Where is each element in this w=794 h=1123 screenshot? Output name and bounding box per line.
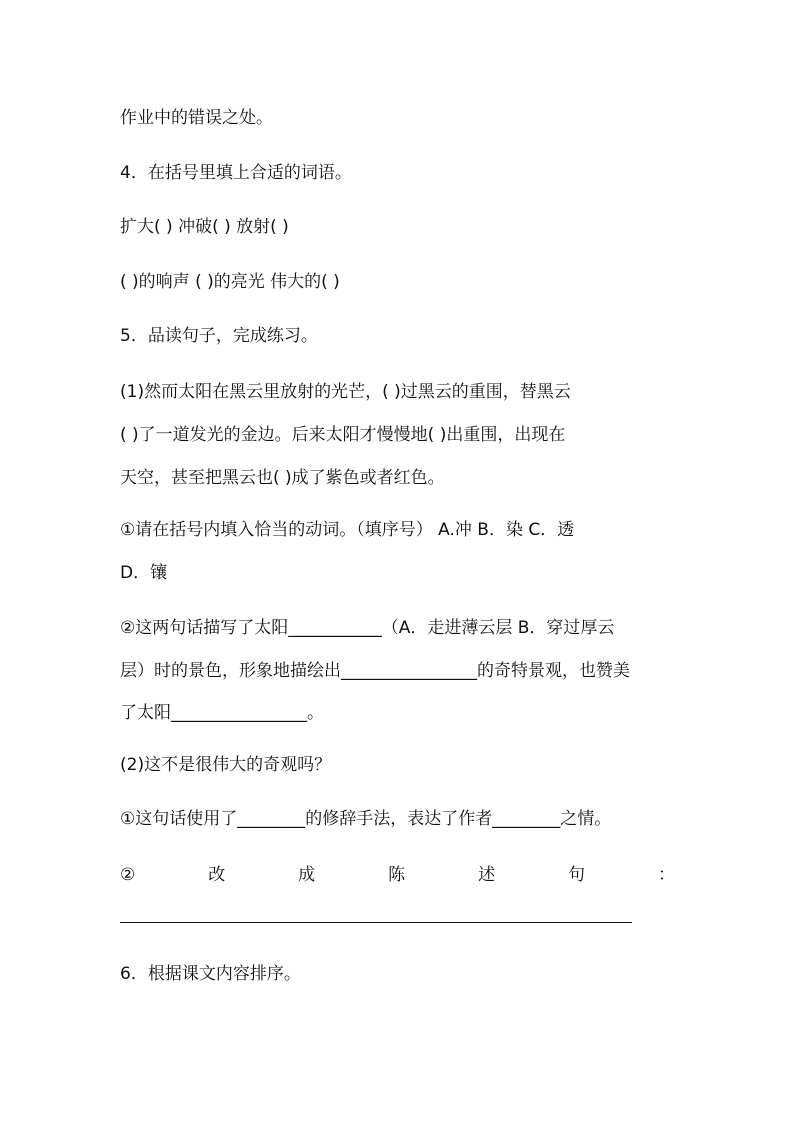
spread-char: 述 [478,865,496,885]
spread-char: 陈 [388,865,406,885]
rewrite-statement-line [120,863,675,887]
spread-char: 改 [208,865,226,885]
spread-char: 句 [568,865,586,885]
question-6-heading: 6．根据课文内容排序。 [120,964,301,984]
question-4-heading: 4．在括号里填上合适的词语。 [120,163,352,183]
question-5-heading: 5．品读句子，完成练习。 [120,326,318,346]
passage-line-3: 天空，甚至把黑云也( )成了紫色或者红色。 [120,468,445,488]
subquestion-2-line-2: 层）时的景色，形象地描绘出________________的奇特景观，也赞美 [120,661,630,681]
question-5-2-heading: (2)这不是很伟大的奇观吗？ [120,755,332,775]
answer-underline [120,922,632,923]
subquestion-2-line-1: ②这两句话描写了太阳___________（A．走进薄云层 B．穿过厚云 [120,618,615,638]
spread-char: ② [120,865,136,885]
passage-line-1: (1)然而太阳在黑云里放射的光芒，( )过黑云的重围，替黑云 [120,382,571,402]
passage-line-2: ( )了一道发光的金边。后来太阳才慢慢地( )出重围，出现在 [120,425,566,445]
subquestion-1-line-1: ①请在括号内填入恰当的动词。（填序号） A.冲 B．染 C．透 [120,520,575,540]
subquestion-2-line-3: 了太阳________________。 [120,703,324,723]
rhetoric-question-line: ①这句话使用了________的修辞手法，表达了作者________之情。 [120,809,612,829]
text-line-continuation: 作业中的错误之处。 [120,108,273,128]
spread-char: 成 [298,865,316,885]
subquestion-1-line-2: D．镶 [120,563,168,583]
fill-blank-row-2: ( )的响声 ( )的亮光 伟大的( ) [120,272,340,292]
fill-blank-row-1: 扩大( ) 冲破( ) 放射( ) [120,217,289,237]
spread-char: ： [657,865,675,885]
